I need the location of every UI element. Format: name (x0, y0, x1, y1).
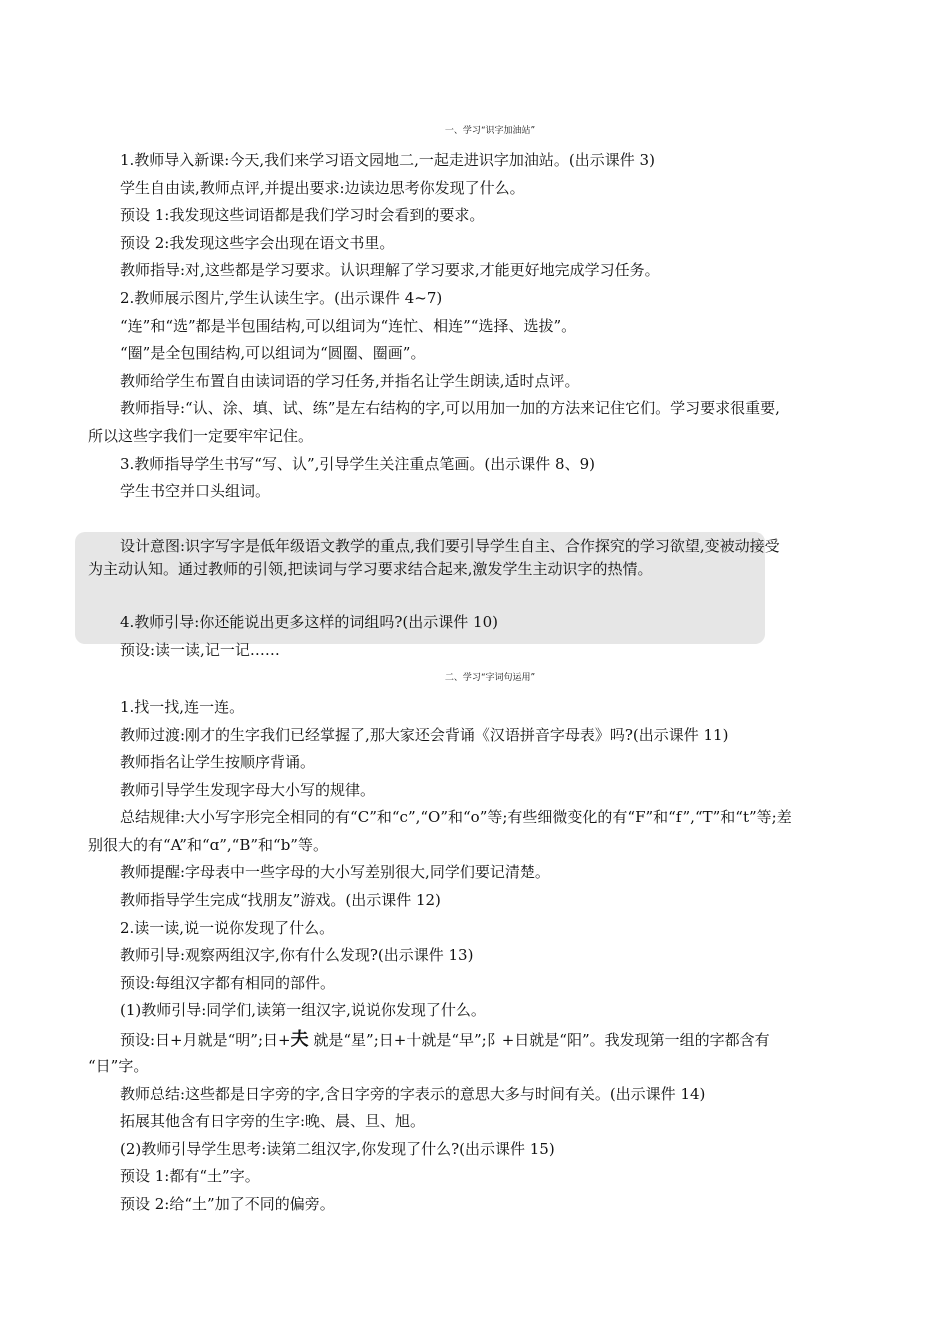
paragraph: 教师总结:这些都是日字旁的字,含日字旁的字表示的意思大多与时间有关。(出示课件 14) (120, 1085, 706, 1103)
paragraph: (1)教师引导:同学们,读第一组汉字,说说你发现了什么。 (120, 1001, 486, 1019)
preset-text: 预设:日+月就是“明”;日+ (120, 1031, 291, 1049)
paragraph: 教师指导:“认、涂、填、试、练”是左右结构的字,可以用加一加的方法来记住它们。学习要求很重要, (120, 399, 780, 417)
paragraph: 4.教师引导:你还能说出更多这样的词组吗?(出示课件 10) (120, 613, 498, 631)
paragraph: 教师指导学生完成“找朋友”游戏。(出示课件 12) (120, 891, 441, 909)
paragraph: 预设:读一读,记一记…… (120, 641, 280, 659)
paragraph: 预设 2:我发现这些字会出现在语文书里。 (120, 234, 395, 252)
design-intent-line: 设计意图:识字写字是低年级语文教学的重点,我们要引导学生自主、合作探究的学习欲望,变被动接受 (120, 537, 780, 555)
paragraph: (2)教师引导学生思考:读第二组汉字,你发现了什么?(出示课件 15) (120, 1140, 555, 1158)
paragraph: 预设 1:我发现这些词语都是我们学习时会看到的要求。 (120, 206, 485, 224)
preset-line (120, 1030, 770, 1050)
paragraph: 拓展其他含有日字旁的生字:晚、晨、旦、旭。 (120, 1112, 426, 1130)
paragraph: 教师给学生布置自由读词语的学习任务,并指名让学生朗读,适时点评。 (120, 372, 580, 390)
paragraph-continued: 所以这些字我们一定要牢牢记住。 (88, 427, 314, 445)
section-1-title: 一、学习“识字加油站” (444, 126, 536, 136)
preset-text: 就是“星”;日+十就是“早”;阝+日就是“阳”。我发现第一组的字都含有 (308, 1031, 770, 1049)
paragraph: 教师过渡:刚才的生字我们已经掌握了,那大家还会背诵《汉语拼音字母表》吗?(出示课件 11) (120, 726, 729, 744)
paragraph: 教师指导:对,这些都是学习要求。认识理解了学习要求,才能更好地完成学习任务。 (120, 261, 660, 279)
paragraph: 学生自由读,教师点评,并提出要求:边读边思考你发现了什么。 (120, 179, 525, 197)
paragraph: 1.教师导入新课:今天,我们来学习语文园地二,一起走进识字加油站。(出示课件 3) (120, 151, 655, 169)
paragraph: 2.教师展示图片,学生认读生字。(出示课件 4~7) (120, 289, 443, 307)
paragraph: 教师引导:观察两组汉字,你有什么发现?(出示课件 13) (120, 946, 474, 964)
paragraph: 预设 1:都有“土”字。 (120, 1167, 260, 1185)
paragraph-continued: 别很大的有“A”和“ɑ”,“B”和“b”等。 (88, 836, 328, 854)
paragraph: “圈”是全包围结构,可以组词为“圆圈、圈画”。 (120, 344, 426, 362)
paragraph: “连”和“选”都是半包围结构,可以组词为“连忙、相连”“选择、选拔”。 (120, 317, 577, 335)
design-intent-line: 为主动认知。通过教师的引领,把读词与学习要求结合起来,激发学生主动识字的热情。 (88, 560, 653, 578)
paragraph: 学生书空并口头组词。 (120, 482, 271, 500)
paragraph: 教师指名让学生按顺序背诵。 (120, 753, 316, 771)
paragraph-continued: “日”字。 (88, 1057, 149, 1075)
paragraph: 预设:每组汉字都有相同的部件。 (120, 974, 336, 992)
paragraph: 教师引导学生发现字母大小写的规律。 (120, 781, 376, 799)
paragraph: 预设 2:给“土”加了不同的偏旁。 (120, 1195, 335, 1213)
paragraph: 教师提醒:字母表中一些字母的大小写差别很大,同学们要记清楚。 (120, 863, 550, 881)
paragraph: 2.读一读,说一说你发现了什么。 (120, 919, 335, 937)
paragraph: 1.找一找,连一连。 (120, 698, 245, 716)
paragraph: 3.教师指导学生书写“写、认”,引导学生关注重点笔画。(出示课件 8、9) (120, 455, 595, 473)
character-glyph: 夫 (290, 1029, 309, 1050)
paragraph: 总结规律:大小写字形完全相同的有“C”和“c”,“O”和“o”等;有些细微变化的有“F”和“f”,“T”和“t”等;差 (120, 808, 792, 826)
section-2-title: 二、学习“字词句运用” (444, 673, 536, 683)
